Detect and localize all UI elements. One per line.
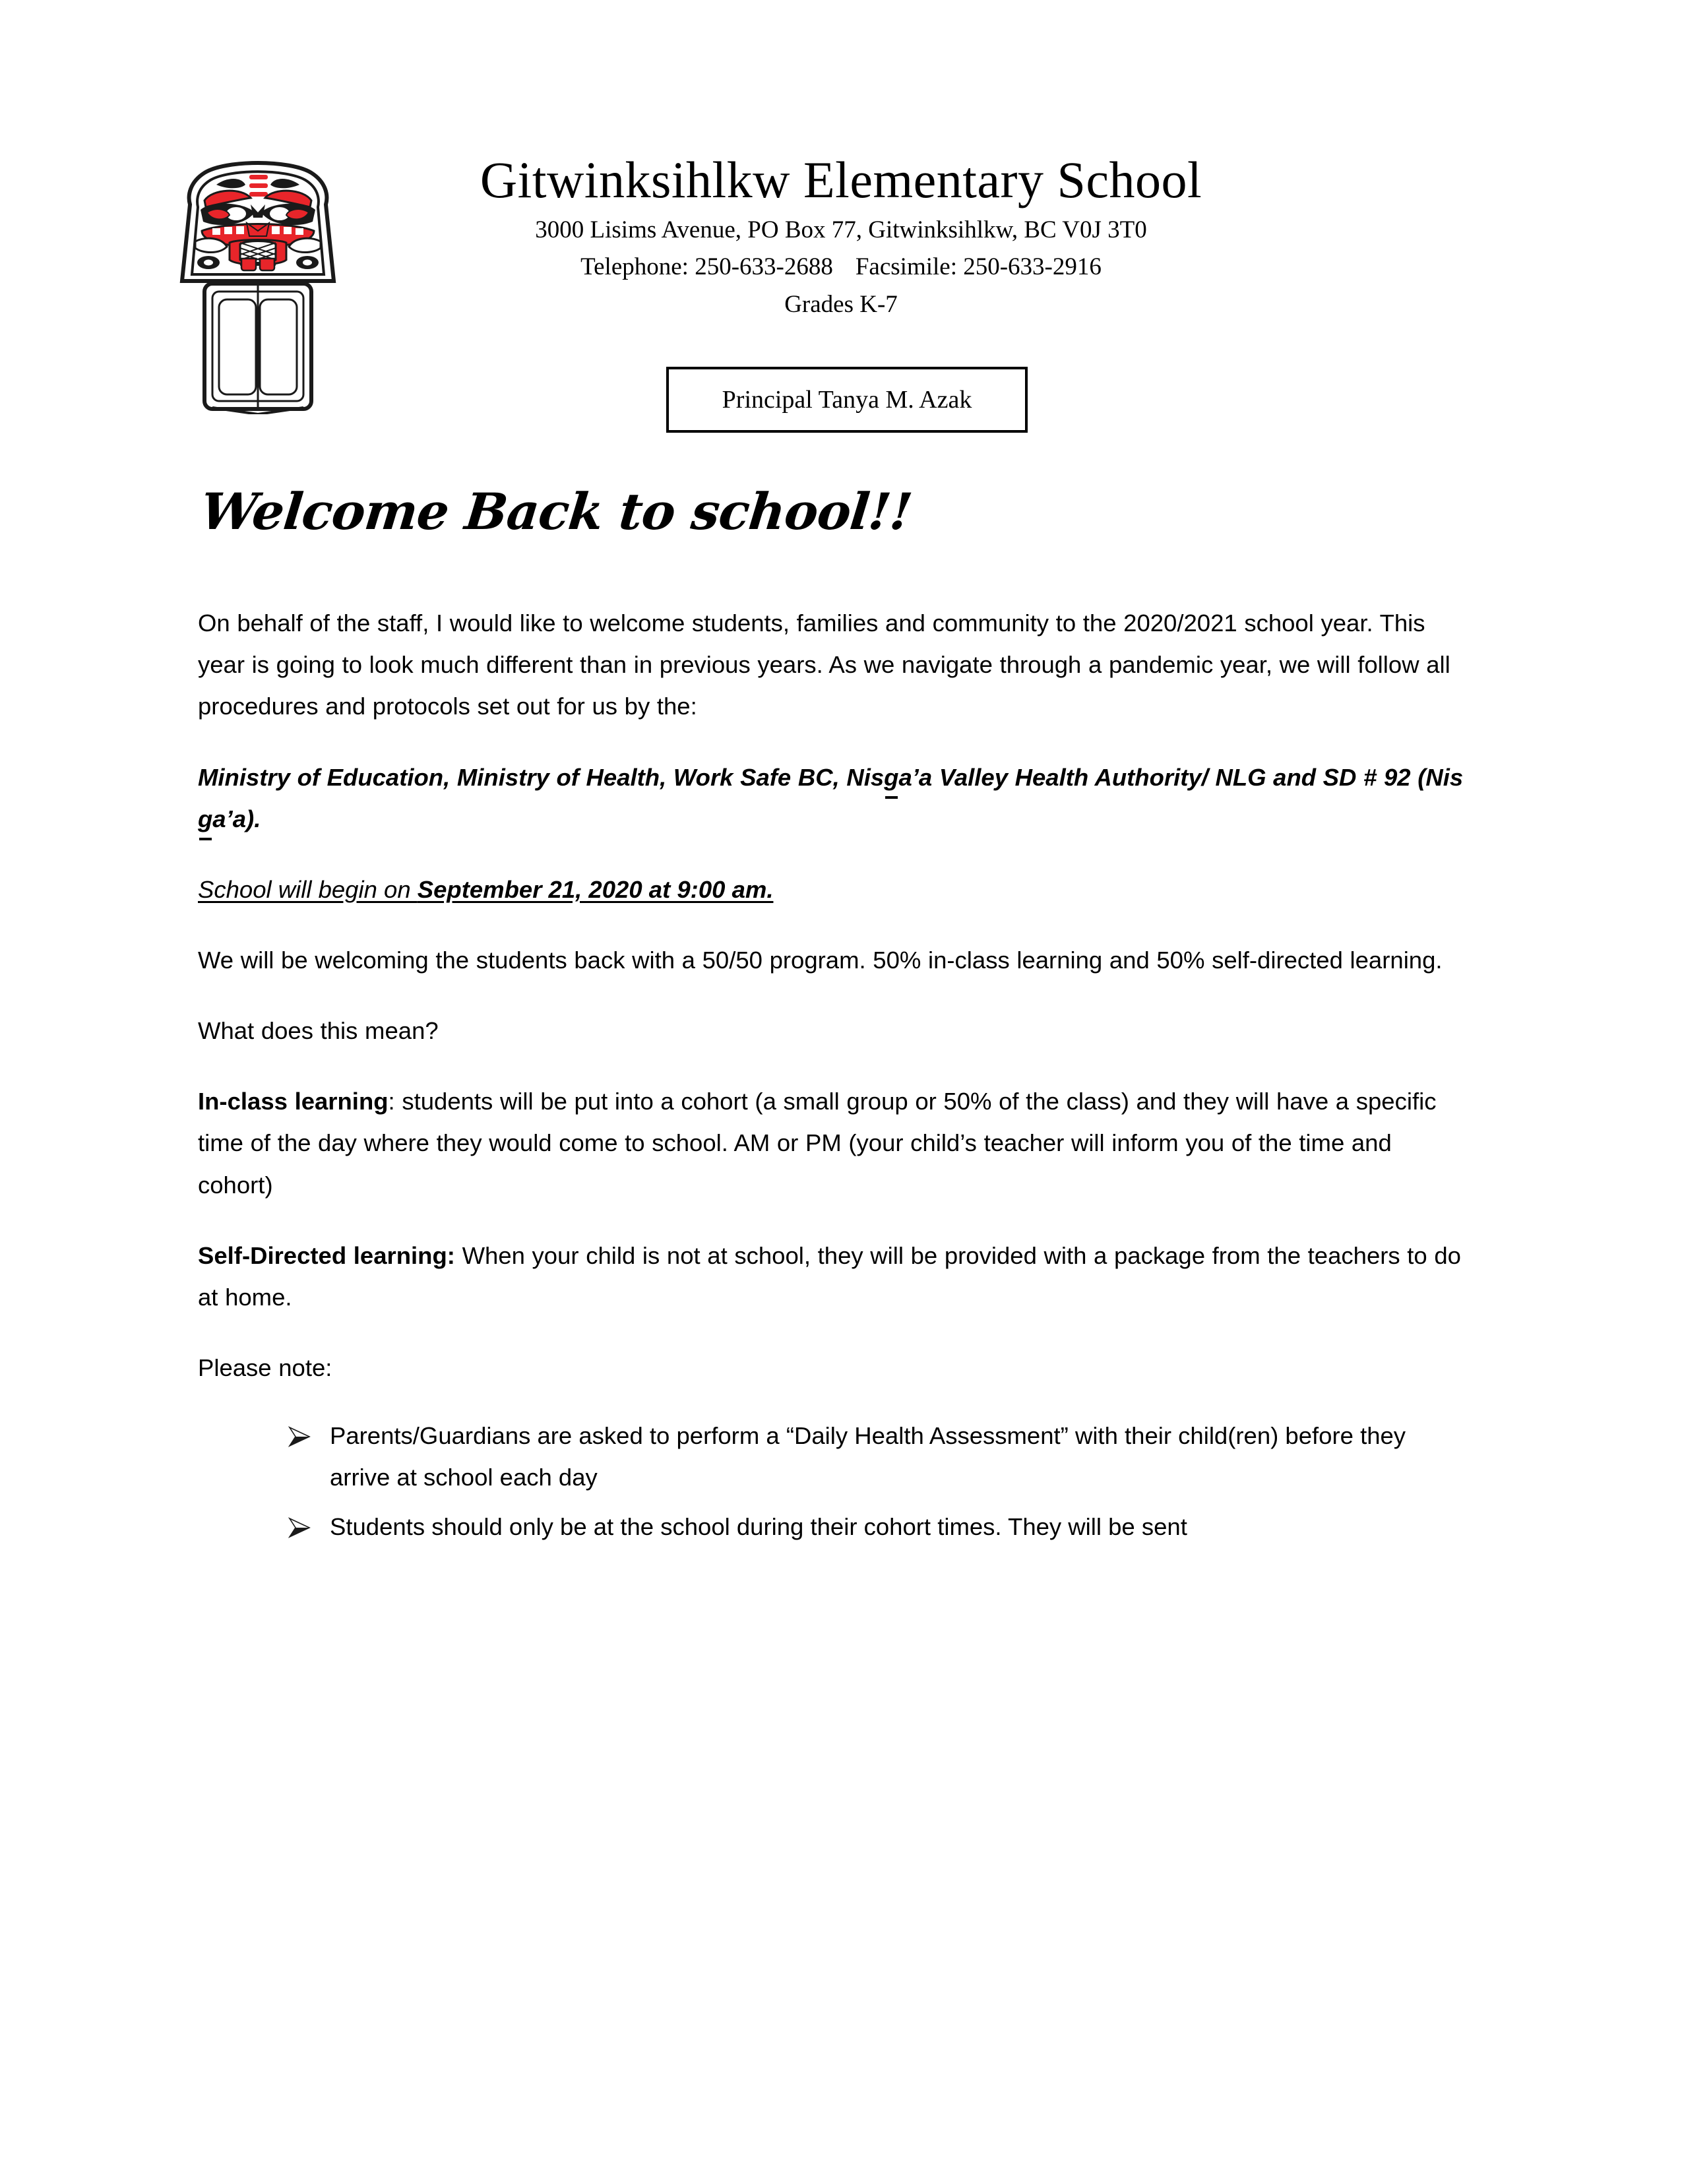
self-directed-learning-paragraph [198,1235,1468,1318]
school-facsimile: Facsimile: 250-633-2916 [855,253,1102,281]
authorities-text-part-3: a’a). [212,805,261,832]
arrowhead-bullet-icon [286,1516,313,1539]
authorities-text-part-1: Ministry of Education, Ministry of Health, Work Safe BC, Nis [198,763,885,791]
self-directed-learning-body: When your child is not at school, they will be provided with a package from the teachers to do at home. [198,1241,1461,1311]
intro-paragraph: On behalf of the staff, I would like to welcome students, families and community to the 2020/2021 school year. This year is going to look much different than in previous years. As we navigate through a pandemic year, we will follow all procedures and protocols set out for us by the: [198,609,1450,720]
nisgaa-underlined-g-1: g [884,757,898,798]
notes-bullet-list [198,1415,1468,1547]
start-date-line [198,869,1468,910]
authorities-text-part-2: a’a Valley Health Authority/ NLG and SD # 92 (Nis [898,763,1464,791]
school-name: Gitwinksihlkw Elementary School [480,151,1202,208]
self-directed-learning-label: Self-Directed learning: [198,1241,455,1269]
school-telephone: Telephone: 250-633-2688 [580,253,833,281]
in-class-learning-body: : students will be put into a cohort (a small group or 50% of the class) and they will have a specific time of the day where they would come to school. AM or PM (your child’s teacher will inform you of the time and cohort) [198,1088,1437,1199]
in-class-learning-label: In-class learning [198,1088,389,1115]
letterhead [0,0,1682,462]
start-date-value: September 21, 2020 at 9:00 am. [417,875,774,903]
nisgaa-formline-crest-logo [173,144,343,414]
in-class-learning-paragraph [198,1080,1468,1205]
school-contact-block [359,212,1323,323]
list-item [286,1506,1468,1547]
letter-body [198,482,1468,1556]
authorities-paragraph [198,757,1468,840]
school-identity-block [359,153,1323,323]
list-item-text: Parents/Guardians are asked to perform a “Daily Health Assessment” with their child(ren) before they arrive at school each day [330,1422,1406,1491]
principal-name-box [666,367,1028,433]
school-address: 3000 Lisims Avenue, PO Box 77, Gitwinksihlkw, BC V0J 3T0 [535,216,1147,244]
list-item-text: Students should only be at the school during their cohort times. They will be sent [330,1513,1187,1541]
welcome-title: Welcome Back to school!! [198,482,915,541]
nisgaa-underlined-g-2: g [198,798,212,840]
arrowhead-bullet-icon [286,1425,313,1448]
school-phone-fax-line [359,249,1323,286]
program-split-paragraph: We will be welcoming the students back with a 50/50 program. 50% in-class learning and 50% self-directed learning. [198,947,1443,974]
please-note-heading: Please note: [198,1354,332,1382]
list-item [286,1415,1468,1498]
start-date-prefix: School will begin on [198,875,418,903]
school-grades: Grades K-7 [784,290,898,318]
what-does-this-mean-heading: What does this mean? [198,1017,439,1045]
principal-name: Principal Tanya M. Azak [722,386,972,414]
